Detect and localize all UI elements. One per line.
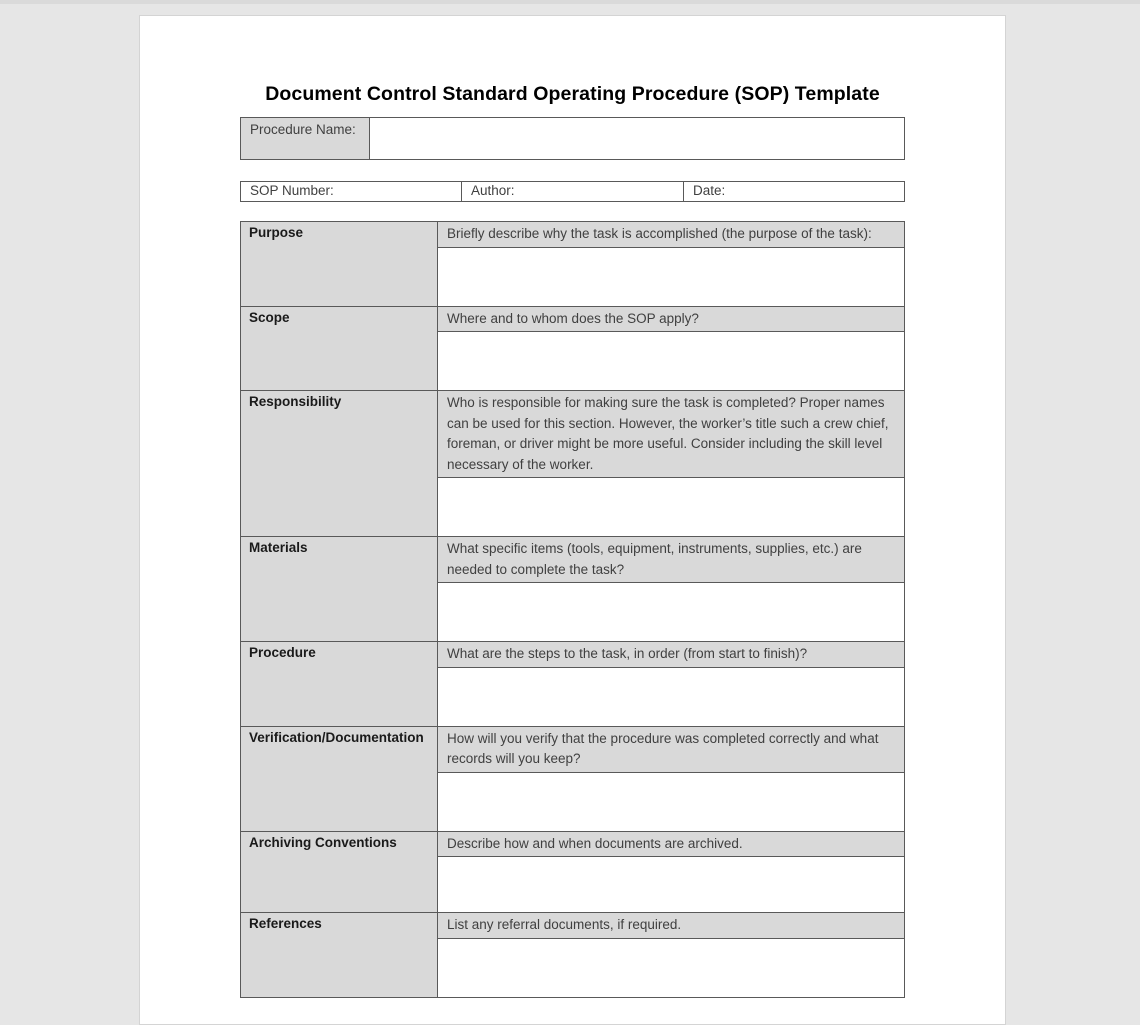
section-input-responsibility[interactable] (438, 478, 905, 537)
section-heading-responsibility: Responsibility (241, 391, 438, 537)
section-input-scope[interactable] (438, 332, 905, 391)
section-purpose (241, 222, 905, 248)
section-scope (241, 306, 905, 332)
section-input-procedure[interactable] (438, 667, 905, 726)
section-heading-verification: Verification/Documentation (241, 726, 438, 831)
section-prompt-references: List any referral documents, if required. (438, 913, 905, 939)
section-prompt-verification: How will you verify that the procedure was completed correctly and what records will you keep? (438, 726, 905, 772)
sop-sections-table (240, 221, 905, 998)
section-prompt-responsibility: Who is responsible for making sure the task is completed? Proper names can be used for this section. However, the worker’s title such a crew chief, foreman, or driver might be more useful. Consider including the skill level necessary of the worker. (438, 391, 905, 478)
section-heading-references: References (241, 913, 438, 998)
section-input-verification[interactable] (438, 772, 905, 831)
section-heading-materials: Materials (241, 537, 438, 642)
procedure-name-field[interactable] (370, 118, 905, 160)
section-prompt-scope: Where and to whom does the SOP apply? (438, 306, 905, 332)
section-input-references[interactable] (438, 938, 905, 997)
sop-meta-table (240, 181, 905, 202)
procedure-name-label: Procedure Name: (241, 118, 370, 160)
document-page (139, 15, 1006, 1025)
procedure-name-table (240, 117, 905, 160)
section-prompt-archiving: Describe how and when documents are archived. (438, 831, 905, 857)
section-input-archiving[interactable] (438, 857, 905, 913)
section-materials (241, 537, 905, 583)
author-field[interactable]: Author: (462, 182, 684, 202)
top-border-strip (0, 0, 1140, 4)
section-archiving (241, 831, 905, 857)
section-heading-scope: Scope (241, 306, 438, 391)
section-prompt-materials: What specific items (tools, equipment, instruments, supplies, etc.) are needed to complete the task? (438, 537, 905, 583)
section-input-materials[interactable] (438, 583, 905, 642)
section-references (241, 913, 905, 939)
section-prompt-procedure: What are the steps to the task, in order (from start to finish)? (438, 642, 905, 668)
section-heading-archiving: Archiving Conventions (241, 831, 438, 913)
page-title: Document Control Standard Operating Procedure (SOP) Template (265, 83, 880, 105)
section-procedure (241, 642, 905, 668)
date-field[interactable]: Date: (684, 182, 905, 202)
sop-number-field[interactable]: SOP Number: (241, 182, 462, 202)
section-heading-purpose: Purpose (241, 222, 438, 307)
section-prompt-purpose: Briefly describe why the task is accomplished (the purpose of the task): (438, 222, 905, 248)
section-verification (241, 726, 905, 772)
section-input-purpose[interactable] (438, 247, 905, 306)
section-responsibility (241, 391, 905, 478)
section-heading-procedure: Procedure (241, 642, 438, 727)
